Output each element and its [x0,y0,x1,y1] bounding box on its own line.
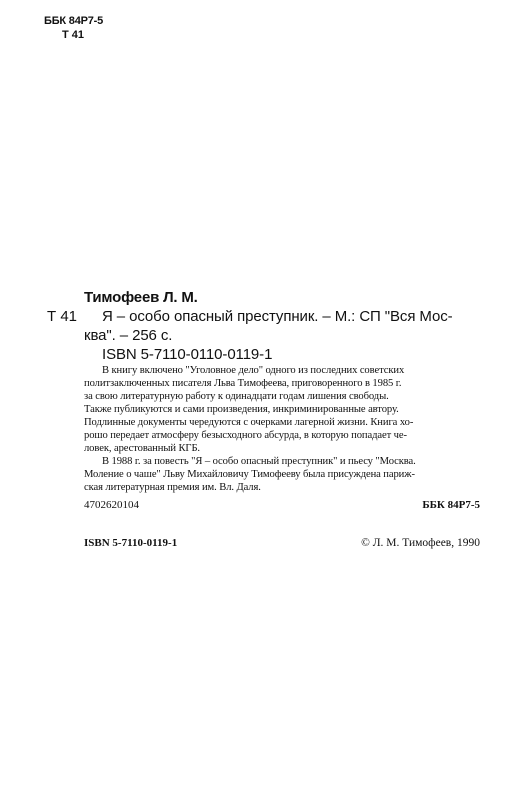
author-name: Тимофеев Л. М. [84,289,198,306]
author-code-card: Т 41 [47,308,78,325]
bbk-classification-top: ББК 84Р7-5 [44,15,104,27]
author-code-top: Т 41 [62,29,85,41]
annotation-line: Моление о чаше" Льву Михайловичу Тимофееву была присуждена париж- [84,469,415,480]
annotation-line: политзаключенных писателя Льва Тимофеева, приговоренного в 1985 г. [84,378,402,389]
annotation-line: рошо передает атмосферу безысходного абсурда, в которую попадает че- [84,430,407,441]
book-title-line-1: Я – особо опасный преступник. – М.: СП "Вся Мос- [102,308,453,325]
isbn-footer: ISBN 5-7110-0119-1 [84,537,178,549]
catalog-number: 4702620104 [84,499,139,511]
book-title-line-2: ква". – 256 с. [84,327,173,344]
annotation-line: за свою литературную работу к одинадцати годам лишения свободы. [84,391,389,402]
annotation-line: В 1988 г. за повесть "Я – особо опасный преступник" и пьесу "Москва. [102,456,416,467]
bbk-classification-bottom: ББК 84Р7-5 [422,499,480,511]
annotation-line: ская литературная премия им. Вл. Даля. [84,482,261,493]
annotation-line: ловек, арестованный КГБ. [84,443,200,454]
isbn-card: ISBN 5-7110-0110-0119-1 [102,346,273,363]
copyright-notice: © Л. М. Тимофеев, 1990 [361,537,480,549]
annotation-line: В книгу включено "Уголовное дело" одного из последних советских [102,365,405,376]
annotation-line: Подлинные документы чередуются с очерками лагерной жизни. Книга хо- [84,417,414,428]
annotation-line: Также публикуются и сами произведения, инкриминированные автору. [84,404,399,415]
